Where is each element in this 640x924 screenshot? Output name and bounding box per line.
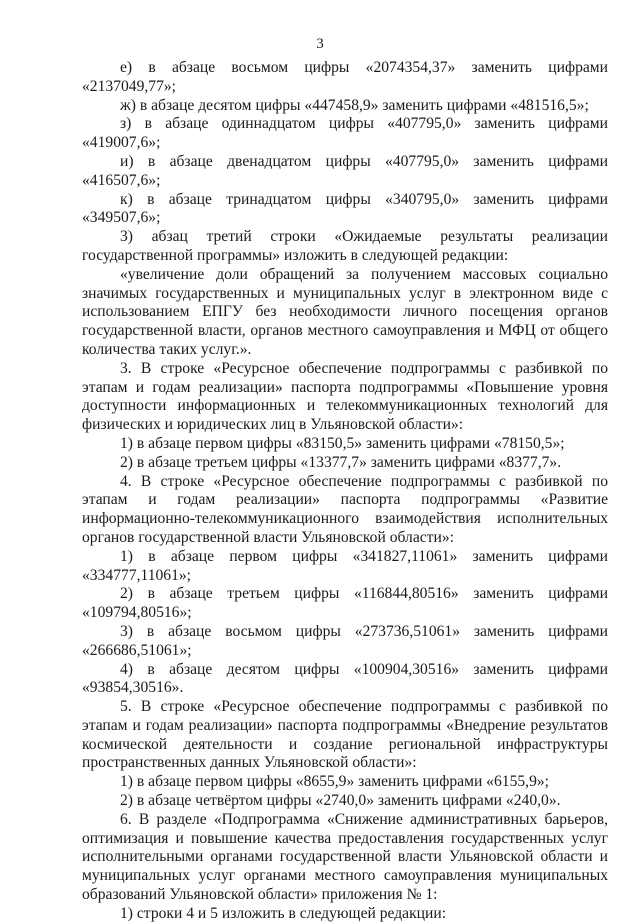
paragraph-section-6: 6. В разделе «Подпрограмма «Снижение административных барьеров, оптимизация и повышение качества предоставления государственных услуг исполнительными органами государственной власти Ульяновской области и муниципальных услуг органами местного самоуправления муниципальных образований Ульяновской области» приложения № 1: [82,810,608,904]
paragraph-section-3-item-2: 2) в абзаце третьем цифры «13377,7» заменить цифрами «8377,7». [120,453,562,471]
paragraph-section-5-item-1: 1) в абзаце первом цифры «8655,9» заменить цифрами «6155,9»; [120,773,549,791]
paragraph-amend-e: е) в абзаце восьмом цифры «2074354,37» заменить цифрами «2137049,77»; [82,59,608,95]
paragraph-section-4-item-1: 1) в абзаце первом цифры «341827,11061» заменить цифрами «334777,11061»; [82,547,608,584]
paragraph-amend-z: з) в абзаце одиннадцатом цифры «407795,0» заменить цифрами «419007,6»; [82,115,608,152]
page-number: 3 [316,36,324,52]
paragraph-section-4-item-3: 3) в абзаце восьмом цифры «273736,51061» заменить цифрами «266686,51061»; [82,622,608,659]
paragraph-section-6-item-1: 1) строки 4 и 5 изложить в следующей редакции: [120,904,447,922]
paragraph-section-4: 4. В строке «Ресурсное обеспечение подпрограммы с разбивкой по этапам и годам реализации» паспорта подпрограммы «Развитие информационно-телекоммуникационного взаимодействия исполнительных органов государственной власти Ульяновской области»: [82,472,608,546]
paragraph-amend-k: к) в абзаце тринадцатом цифры «340795,0» заменить цифрами «349507,6»; [82,190,608,227]
paragraph-section-5-item-2: 2) в абзаце четвёртом цифры «2740,0» заменить цифрами «240,0». [120,792,561,810]
document-body [82,59,608,924]
paragraph-section-3: 3. В строке «Ресурсное обеспечение подпрограммы с разбивкой по этапам и годам реализации» паспорта подпрограммы «Повышение уровня доступности информационных и телекоммуникационных технологий для физических и юридических лиц в Ульяновской области»: [82,359,608,434]
paragraph-amend-zh: ж) в абзаце десятом цифры «447458,9» заменить цифрами «481516,5»; [120,96,589,114]
paragraph-amend-i: и) в абзаце двенадцатом цифры «407795,0» заменить цифрами «416507,6»; [82,152,608,189]
paragraph-item-3: 3) абзац третий строки «Ожидаемые результаты реализации государственной программы» изложить в следующей редакции: [82,228,608,264]
paragraph-section-5: 5. В строке «Ресурсное обеспечение подпрограммы с разбивкой по этапам и годам реализации» паспорта подпрограммы «Внедрение результатов космической деятельности и создание региональной инфраструктуры пространственных данных Ульяновской области»: [82,698,608,772]
paragraph-section-3-item-1: 1) в абзаце первом цифры «83150,5» заменить цифрами «78150,5»; [120,434,565,452]
paragraph-section-4-item-2: 2) в абзаце третьем цифры «116844,80516» заменить цифрами «109794,80516»; [82,585,608,622]
paragraph-quote-expected-results: «увеличение доли обращений за получением массовых социально значимых государственных и муниципальных услуг в электронном виде с использованием ЕПГУ без необходимости личного посещения органов государственной власти, органов местного самоуправления и МФЦ от общего количества таких услуг.». [82,265,608,358]
paragraph-section-4-item-4: 4) в абзаце десятом цифры «100904,30516» заменить цифрами «93854,30516». [82,660,608,697]
